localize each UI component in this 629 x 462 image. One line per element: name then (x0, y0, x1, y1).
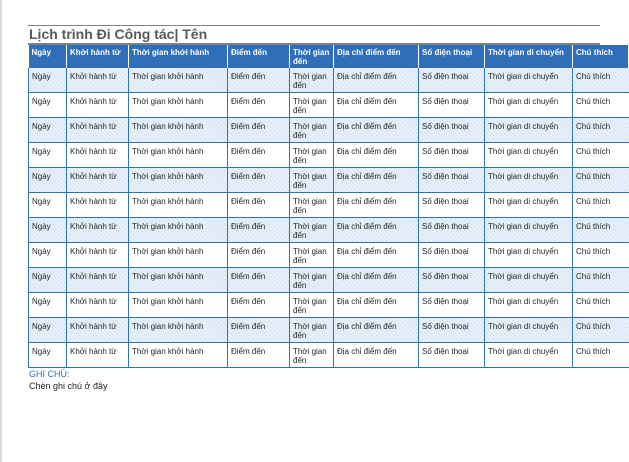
cell-phone[interactable]: Số điện thoại (419, 168, 485, 193)
cell-travel-time[interactable]: Thời gian di chuyển (485, 343, 573, 368)
cell-notes[interactable]: Chú thích (573, 243, 629, 268)
cell-destination[interactable]: Điểm đến (228, 268, 290, 293)
cell-destination[interactable]: Điểm đến (228, 218, 290, 243)
cell-travel-time[interactable]: Thời gian di chuyển (485, 243, 573, 268)
cell-arrival-time[interactable]: Thời gian đến (290, 68, 334, 93)
cell-notes[interactable]: Chú thích (573, 318, 629, 343)
table-row (29, 268, 629, 293)
cell-destination[interactable]: Điểm đến (228, 293, 290, 318)
header-date[interactable]: Ngày (29, 45, 67, 68)
cell-phone[interactable]: Số điện thoại (419, 318, 485, 343)
notes-text[interactable]: Chèn ghi chú ở đây (29, 381, 108, 391)
header-notes[interactable]: Chú thích (573, 45, 629, 68)
table-row (29, 118, 629, 143)
cell-destination-address[interactable]: Địa chỉ điểm đến (334, 243, 419, 268)
cell-depart-from[interactable]: Khởi hành từ (67, 143, 129, 168)
table-row (29, 143, 629, 168)
cell-depart-time[interactable]: Thời gian khởi hành (129, 118, 228, 143)
cell-arrival-time[interactable]: Thời gian đến (290, 143, 334, 168)
cell-depart-from[interactable]: Khởi hành từ (67, 118, 129, 143)
cell-date[interactable]: Ngày (29, 168, 67, 193)
cell-depart-from[interactable]: Khởi hành từ (67, 268, 129, 293)
cell-destination-address[interactable]: Địa chỉ điểm đến (334, 318, 419, 343)
cell-notes[interactable]: Chú thích (573, 343, 629, 368)
cell-date[interactable]: Ngày (29, 343, 67, 368)
cell-date[interactable]: Ngày (29, 193, 67, 218)
cell-depart-time[interactable]: Thời gian khởi hành (129, 93, 228, 118)
cell-date[interactable]: Ngày (29, 118, 67, 143)
cell-notes[interactable]: Chú thích (573, 218, 629, 243)
cell-notes[interactable]: Chú thích (573, 118, 629, 143)
cell-depart-time[interactable]: Thời gian khởi hành (129, 243, 228, 268)
cell-travel-time[interactable]: Thời gian di chuyển (485, 143, 573, 168)
cell-destination[interactable]: Điểm đến (228, 343, 290, 368)
table-row (29, 193, 629, 218)
cell-date[interactable]: Ngày (29, 243, 67, 268)
cell-arrival-time[interactable]: Thời gian đến (290, 243, 334, 268)
cell-arrival-time[interactable]: Thời gian đến (290, 318, 334, 343)
cell-depart-from[interactable]: Khởi hành từ (67, 218, 129, 243)
itinerary-table-container (28, 45, 613, 365)
cell-destination-address[interactable]: Địa chỉ điểm đến (334, 193, 419, 218)
cell-travel-time[interactable]: Thời gian di chuyển (485, 218, 573, 243)
cell-phone[interactable]: Số điện thoại (419, 118, 485, 143)
itinerary-table (28, 45, 629, 368)
cell-phone[interactable]: Số điện thoại (419, 268, 485, 293)
cell-depart-from[interactable]: Khởi hành từ (67, 68, 129, 93)
cell-arrival-time[interactable]: Thời gian đến (290, 193, 334, 218)
table-header-row (29, 45, 629, 68)
table-row (29, 318, 629, 343)
cell-depart-from[interactable]: Khởi hành từ (67, 193, 129, 218)
header-depart-time[interactable]: Thời gian khởi hành (129, 45, 228, 68)
document-title[interactable]: Lịch trình Đi Công tác| Tên (29, 26, 208, 42)
cell-phone[interactable]: Số điện thoại (419, 143, 485, 168)
cell-depart-from[interactable]: Khởi hành từ (67, 343, 129, 368)
table-row (29, 343, 629, 368)
cell-notes[interactable]: Chú thích (573, 93, 629, 118)
cell-destination[interactable]: Điểm đến (228, 318, 290, 343)
cell-depart-time[interactable]: Thời gian khởi hành (129, 218, 228, 243)
table-row (29, 218, 629, 243)
cell-depart-time[interactable]: Thời gian khởi hành (129, 343, 228, 368)
cell-arrival-time[interactable]: Thời gian đến (290, 293, 334, 318)
cell-destination-address[interactable]: Địa chỉ điểm đến (334, 168, 419, 193)
cell-depart-from[interactable]: Khởi hành từ (67, 293, 129, 318)
cell-notes[interactable]: Chú thích (573, 168, 629, 193)
cell-date[interactable]: Ngày (29, 93, 67, 118)
header-depart-from[interactable]: Khởi hành từ (67, 45, 129, 68)
table-row (29, 168, 629, 193)
cell-travel-time[interactable]: Thời gian di chuyển (485, 168, 573, 193)
header-phone[interactable]: Số điện thoại (419, 45, 485, 68)
cell-arrival-time[interactable]: Thời gian đến (290, 268, 334, 293)
cell-destination-address[interactable]: Địa chỉ điểm đến (334, 343, 419, 368)
table-body (29, 68, 629, 368)
cell-arrival-time[interactable]: Thời gian đến (290, 118, 334, 143)
cell-travel-time[interactable]: Thời gian di chuyển (485, 118, 573, 143)
cell-notes[interactable]: Chú thích (573, 68, 629, 93)
cell-notes[interactable]: Chú thích (573, 143, 629, 168)
cell-travel-time[interactable]: Thời gian di chuyển (485, 93, 573, 118)
cell-arrival-time[interactable]: Thời gian đến (290, 218, 334, 243)
cell-date[interactable]: Ngày (29, 143, 67, 168)
cell-depart-from[interactable]: Khởi hành từ (67, 93, 129, 118)
cell-date[interactable]: Ngày (29, 68, 67, 93)
notes-label[interactable]: GHI CHÚ: (29, 369, 70, 379)
header-destination-address[interactable]: Địa chỉ điểm đến (334, 45, 419, 68)
cell-phone[interactable]: Số điện thoại (419, 243, 485, 268)
cell-destination-address[interactable]: Địa chỉ điểm đến (334, 293, 419, 318)
cell-destination-address[interactable]: Địa chỉ điểm đến (334, 68, 419, 93)
table-row (29, 243, 629, 268)
cell-phone[interactable]: Số điện thoại (419, 193, 485, 218)
cell-destination[interactable]: Điểm đến (228, 118, 290, 143)
cell-depart-from[interactable]: Khởi hành từ (67, 318, 129, 343)
cell-phone[interactable]: Số điện thoại (419, 93, 485, 118)
cell-destination[interactable]: Điểm đến (228, 243, 290, 268)
cell-destination[interactable]: Điểm đến (228, 193, 290, 218)
cell-destination-address[interactable]: Địa chỉ điểm đến (334, 143, 419, 168)
cell-notes[interactable]: Chú thích (573, 193, 629, 218)
header-arrival-time[interactable]: Thời gian đến (290, 45, 334, 68)
cell-depart-time[interactable]: Thời gian khởi hành (129, 293, 228, 318)
cell-date[interactable]: Ngày (29, 293, 67, 318)
cell-travel-time[interactable]: Thời gian di chuyển (485, 68, 573, 93)
cell-destination-address[interactable]: Địa chỉ điểm đến (334, 118, 419, 143)
cell-depart-time[interactable]: Thời gian khởi hành (129, 268, 228, 293)
cell-date[interactable]: Ngày (29, 218, 67, 243)
cell-date[interactable]: Ngày (29, 318, 67, 343)
table-row (29, 93, 629, 118)
cell-arrival-time[interactable]: Thời gian đến (290, 168, 334, 193)
cell-phone[interactable]: Số điện thoại (419, 218, 485, 243)
cell-depart-time[interactable]: Thời gian khởi hành (129, 168, 228, 193)
cell-depart-time[interactable]: Thời gian khởi hành (129, 318, 228, 343)
table-row (29, 68, 629, 93)
cell-depart-from[interactable]: Khởi hành từ (67, 243, 129, 268)
cell-depart-time[interactable]: Thời gian khởi hành (129, 68, 228, 93)
cell-notes[interactable]: Chú thích (573, 293, 629, 318)
cell-travel-time[interactable]: Thời gian di chuyển (485, 293, 573, 318)
cell-destination[interactable]: Điểm đến (228, 168, 290, 193)
cell-destination[interactable]: Điểm đến (228, 68, 290, 93)
cell-travel-time[interactable]: Thời gian di chuyển (485, 193, 573, 218)
cell-depart-from[interactable]: Khởi hành từ (67, 168, 129, 193)
cell-notes[interactable]: Chú thích (573, 268, 629, 293)
cell-destination-address[interactable]: Địa chỉ điểm đến (334, 268, 419, 293)
page-edge (0, 0, 2, 462)
cell-date[interactable]: Ngày (29, 268, 67, 293)
cell-arrival-time[interactable]: Thời gian đến (290, 343, 334, 368)
cell-destination[interactable]: Điểm đến (228, 93, 290, 118)
cell-phone[interactable]: Số điện thoại (419, 68, 485, 93)
header-destination[interactable]: Điểm đến (228, 45, 290, 68)
header-travel-time[interactable]: Thời gian di chuyển (485, 45, 573, 68)
cell-depart-time[interactable]: Thời gian khởi hành (129, 193, 228, 218)
cell-destination[interactable]: Điểm đến (228, 143, 290, 168)
cell-travel-time[interactable]: Thời gian di chuyển (485, 268, 573, 293)
cell-arrival-time[interactable]: Thời gian đến (290, 93, 334, 118)
cell-destination-address[interactable]: Địa chỉ điểm đến (334, 93, 419, 118)
cell-travel-time[interactable]: Thời gian di chuyển (485, 318, 573, 343)
cell-depart-time[interactable]: Thời gian khởi hành (129, 143, 228, 168)
cell-phone[interactable]: Số điện thoại (419, 293, 485, 318)
cell-phone[interactable]: Số điện thoại (419, 343, 485, 368)
table-row (29, 293, 629, 318)
cell-destination-address[interactable]: Địa chỉ điểm đến (334, 218, 419, 243)
